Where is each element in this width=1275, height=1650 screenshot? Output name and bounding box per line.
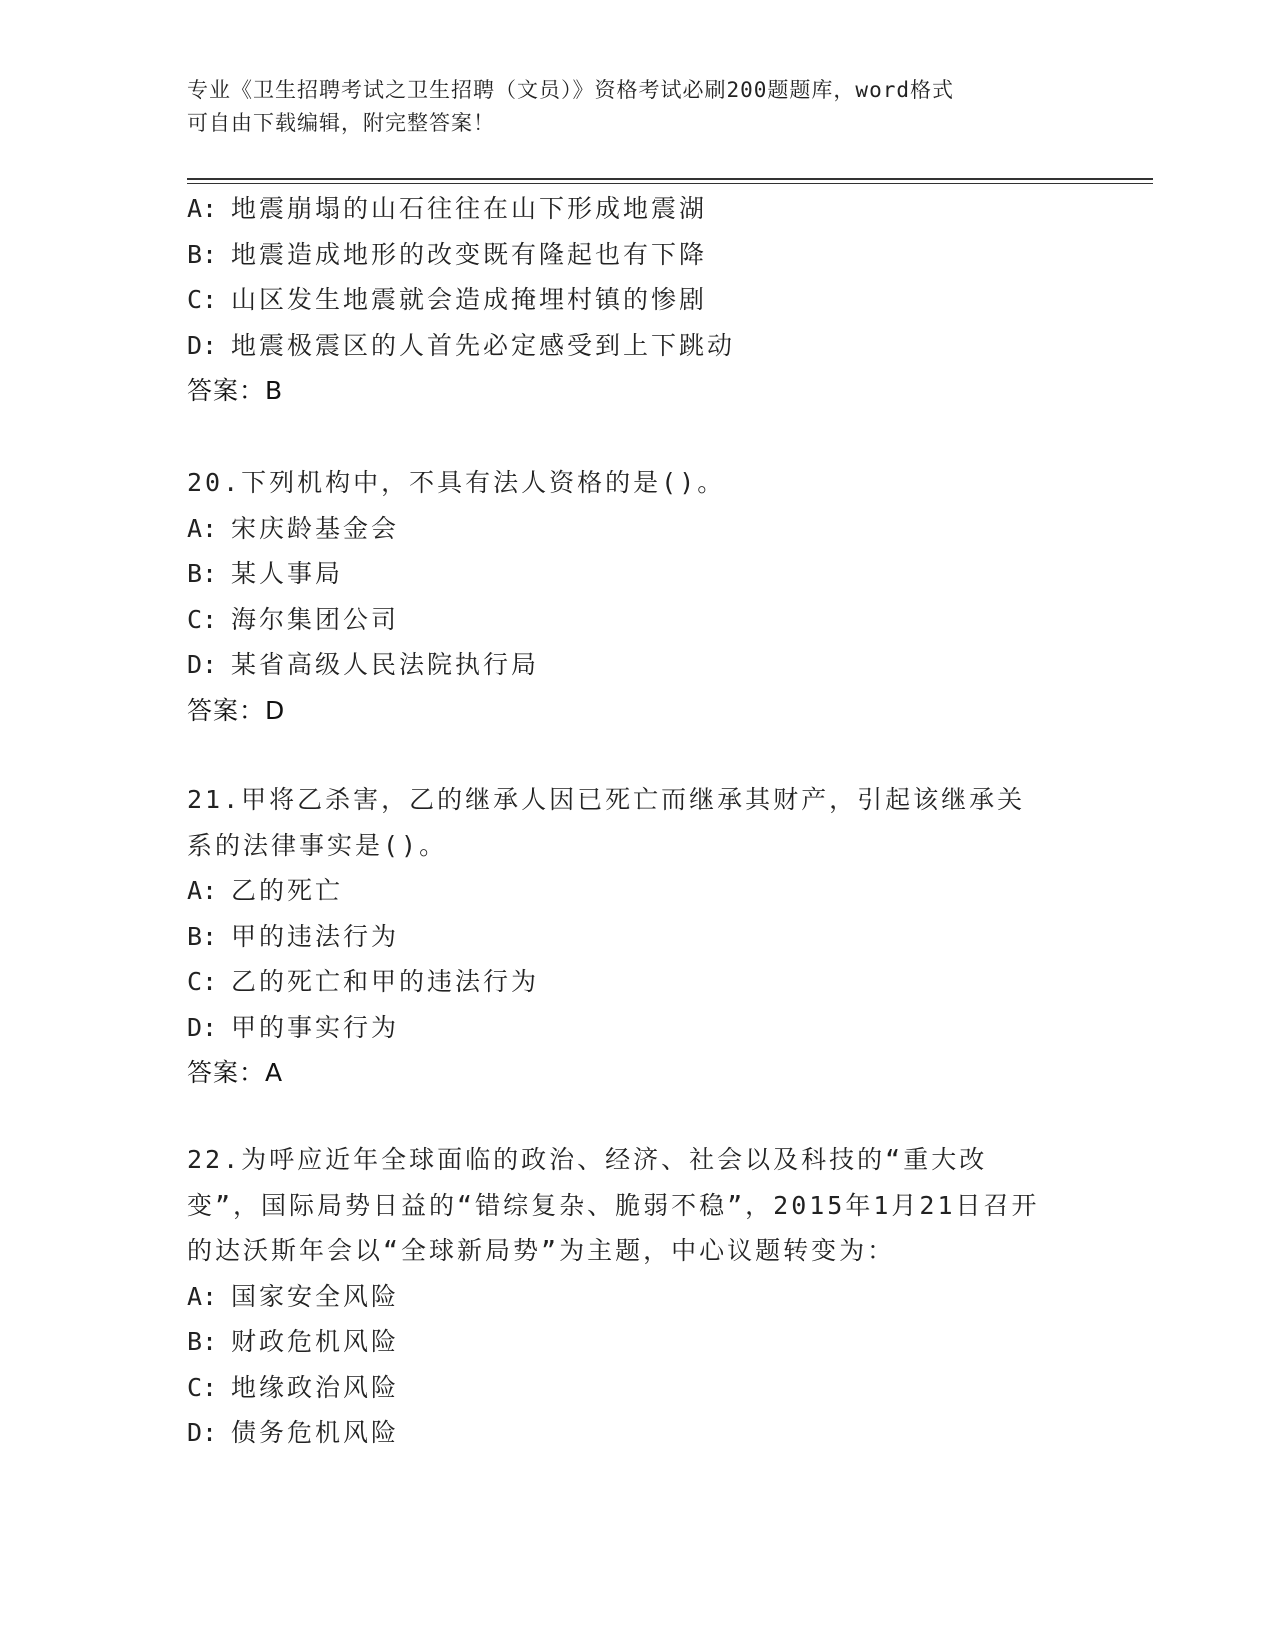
option-d: [187, 323, 1087, 369]
question-stem: 22.为呼应近年全球面临的政治、经济、社会以及科技的“重大改变”，国际局势日益的“错综复杂、脆弱不稳”，2015年1月21日召开的达沃斯年会以“全球新局势”为主题，中心议题转变为：: [187, 1145, 1040, 1265]
option-text: 山区发生地震就会造成掩埋村镇的惨剧: [231, 285, 708, 314]
option-letter: D:: [187, 1012, 218, 1042]
option-c: [187, 959, 1087, 1005]
option-letter: C:: [187, 604, 218, 634]
option-a: [187, 1274, 1087, 1320]
option-b: [187, 1319, 1087, 1365]
option-text: 地震崩塌的山石往往在山下形成地震湖: [231, 194, 708, 223]
option-letter: D:: [187, 330, 218, 360]
option-letter: B:: [187, 1327, 218, 1356]
option-d: [187, 1410, 1087, 1456]
option-letter: A:: [187, 513, 218, 543]
question-stem: 21.甲将乙杀害，乙的继承人因已死亡而继承其财产，引起该继承关系的法律事实是()。: [187, 785, 1026, 860]
option-text: 海尔集团公司: [231, 604, 400, 634]
option-letter: B:: [187, 921, 218, 951]
option-a: [187, 186, 1087, 232]
option-text: 债务危机风险: [231, 1418, 400, 1447]
option-letter: A:: [187, 1281, 218, 1311]
option-text: 乙的死亡: [231, 876, 344, 905]
option-text: 宋庆龄基金会: [231, 513, 400, 543]
option-text: 地缘政治风险: [231, 1372, 400, 1402]
question-stem: 20.下列机构中，不具有法人资格的是()。: [187, 468, 726, 497]
answer-line: 答案：D: [187, 695, 286, 725]
option-text: 国家安全风险: [231, 1281, 400, 1311]
option-text: 地震造成地形的改变既有隆起也有下降: [231, 239, 708, 269]
option-c: [187, 277, 1087, 323]
question-block-19: [187, 186, 1087, 414]
header-line-1: 专业《卫生招聘考试之卫生招聘（文员）》资格考试必刷200题题库，word格式: [187, 78, 954, 102]
option-d: [187, 1005, 1087, 1051]
option-d: [187, 642, 1087, 688]
question-block-22: [187, 1137, 1087, 1456]
question-block-20: [187, 460, 1087, 733]
option-letter: C:: [187, 967, 218, 996]
question-block-21: [187, 777, 1087, 1096]
option-text: 某人事局: [231, 559, 344, 588]
option-c: [187, 1365, 1087, 1411]
option-a: [187, 506, 1087, 552]
option-letter: A:: [187, 876, 218, 905]
option-letter: D:: [187, 650, 218, 679]
option-text: 甲的事实行为: [231, 1012, 400, 1042]
option-letter: B:: [187, 239, 218, 269]
option-b: [187, 232, 1087, 278]
option-text: 某省高级人民法院执行局: [231, 650, 540, 679]
option-letter: C:: [187, 1372, 218, 1402]
option-letter: A:: [187, 194, 218, 223]
option-text: 乙的死亡和甲的违法行为: [231, 967, 540, 996]
option-letter: D:: [187, 1418, 218, 1447]
option-text: 地震极震区的人首先必定感受到上下跳动: [231, 330, 736, 360]
header-divider: [187, 178, 1153, 184]
option-a: [187, 868, 1087, 914]
page-header: [187, 74, 1087, 140]
header-line-2: 可自由下载编辑，附完整答案！: [187, 111, 495, 135]
option-b: [187, 914, 1087, 960]
option-letter: C:: [187, 285, 218, 314]
option-letter: B:: [187, 559, 218, 588]
option-b: [187, 551, 1087, 597]
option-text: 财政危机风险: [231, 1327, 400, 1356]
answer-line: 答案：A: [187, 1058, 284, 1087]
option-text: 甲的违法行为: [231, 921, 400, 951]
option-c: [187, 597, 1087, 643]
answer-line: 答案：B: [187, 376, 284, 405]
